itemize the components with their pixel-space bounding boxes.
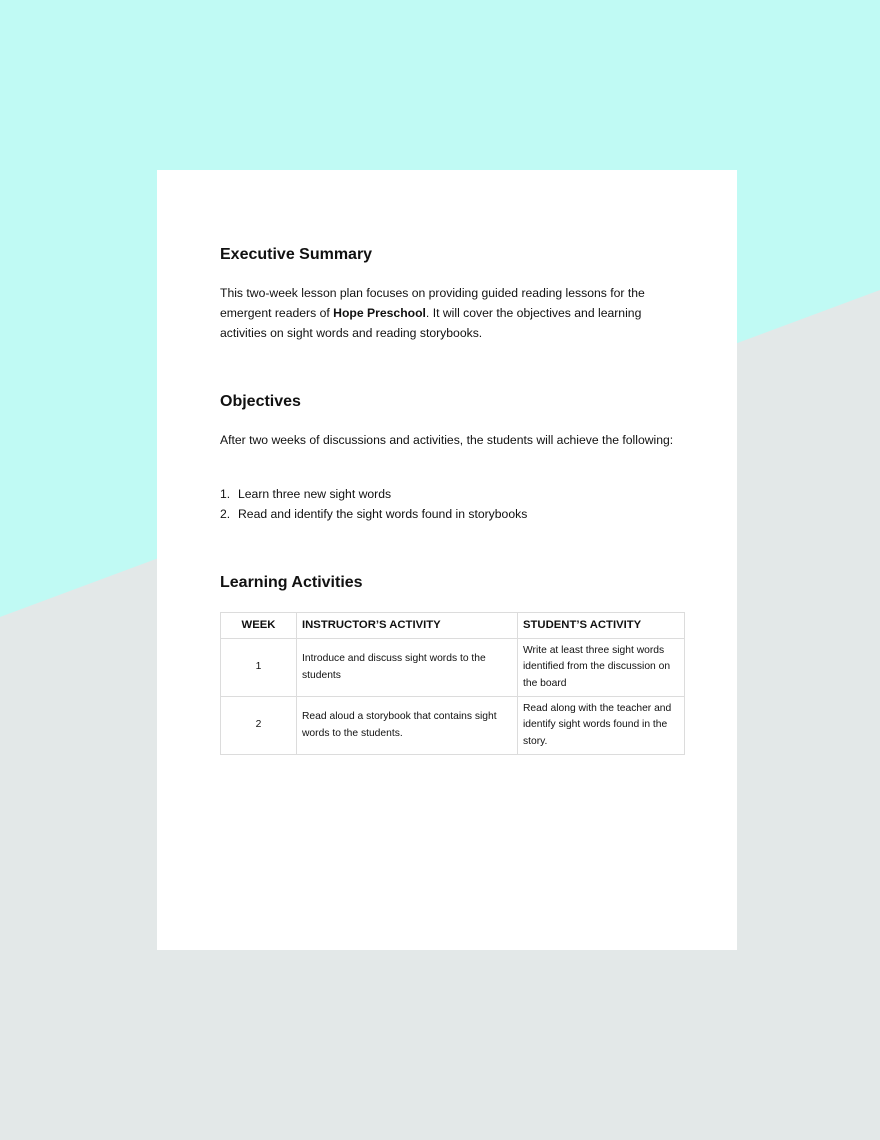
list-text: Read and identify the sight words found in storybooks (238, 507, 528, 521)
student-cell: Read along with the teacher and identify sight words found in the story. (518, 697, 685, 755)
objectives-heading: Objectives (220, 393, 301, 410)
learning-activities-heading: Learning Activities (220, 574, 363, 591)
document-page (157, 170, 737, 950)
instructor-cell: Read aloud a storybook that contains sight words to the students. (297, 697, 518, 755)
list-number: 2. (220, 507, 231, 521)
list-text: Learn three new sight words (238, 487, 392, 501)
summary-text-part: . It will cover the objectives and learning activities on sight words and reading storybooks. (220, 306, 642, 340)
week-cell: 2 (221, 697, 297, 755)
column-header-instructor: INSTRUCTOR’S ACTIVITY (297, 613, 518, 639)
summary-text-part: This two-week lesson plan focuses on providing guided reading lessons for the emergent readers of (220, 286, 645, 320)
table-row (221, 639, 685, 697)
objectives-list (220, 484, 527, 524)
list-item (220, 504, 527, 524)
week-cell: 1 (221, 639, 297, 697)
table-row (221, 697, 685, 755)
student-cell: Write at least three sight words identified from the discussion on the board (518, 639, 685, 697)
executive-summary-heading: Executive Summary (220, 246, 373, 263)
column-header-week: WEEK (221, 613, 297, 639)
activities-table (220, 612, 685, 755)
column-header-student: STUDENT’S ACTIVITY (518, 613, 685, 639)
instructor-cell: Introduce and discuss sight words to the students (297, 639, 518, 697)
objectives-intro: After two weeks of discussions and activities, the students will achieve the following: (220, 433, 674, 447)
school-name: Hope Preschool (333, 306, 426, 320)
table-header-row (221, 613, 685, 639)
list-item (220, 484, 527, 504)
list-number: 1. (220, 487, 231, 501)
executive-summary-text (220, 283, 685, 343)
